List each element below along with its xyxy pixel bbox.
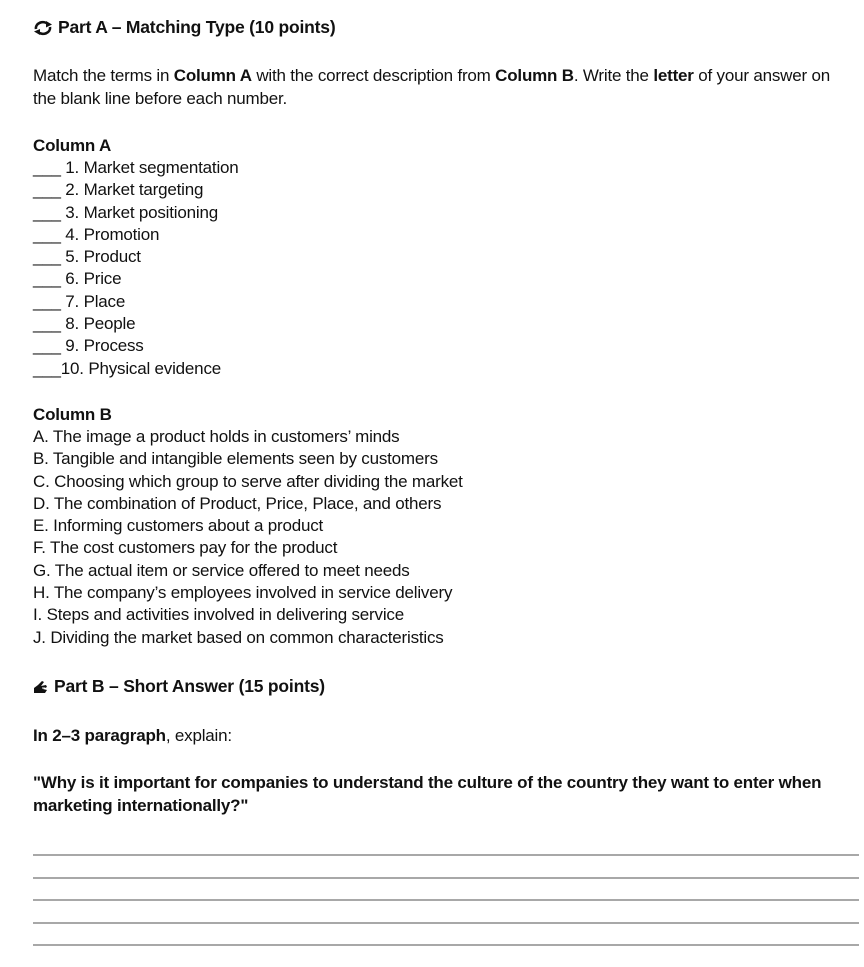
answer-blank[interactable]: ___ — [33, 247, 61, 267]
part-a-instructions — [33, 64, 833, 110]
column-a-item — [33, 157, 239, 179]
part-b-prompt-rest: , explain: — [165, 726, 232, 745]
column-a-list — [33, 157, 239, 380]
answer-blank[interactable]: ___ — [33, 202, 61, 222]
column-a-term: 10. Physical evidence — [60, 358, 221, 378]
column-b-item: B. Tangible and intangible elements seen by customers — [33, 449, 438, 469]
answer-line[interactable] — [33, 877, 859, 879]
answer-line[interactable] — [33, 854, 859, 856]
column-a-title: Column A — [33, 136, 112, 155]
instruction-text: . Write the — [573, 66, 654, 85]
column-a-term: 6. Price — [60, 269, 122, 289]
column-a-item — [33, 224, 239, 246]
column-a-item — [33, 179, 239, 201]
answer-blank[interactable]: ___ — [33, 336, 61, 356]
column-b-item: G. The actual item or service offered to meet needs — [33, 560, 410, 580]
answer-line[interactable] — [33, 922, 859, 924]
column-a-item — [33, 246, 239, 268]
column-b-item: A. The image a product holds in customers’ minds — [33, 427, 400, 446]
column-a-term: 1. Market segmentation — [60, 158, 239, 177]
part-b-prompt-bold: In 2–3 paragraph — [33, 726, 166, 745]
answer-blank[interactable]: ___ — [33, 180, 61, 200]
answer-line[interactable] — [33, 899, 859, 901]
column-a-term: 4. Promotion — [60, 224, 160, 244]
column-a-item — [33, 291, 239, 313]
cycle-arrows-icon — [33, 19, 53, 37]
instruction-emphasis: Column B — [495, 66, 574, 85]
answer-blank[interactable]: ___ — [33, 269, 61, 289]
column-b-item: I. Steps and activities involved in delivering service — [33, 605, 404, 625]
column-b-title: Column B — [33, 405, 112, 424]
part-b-question: "Why is it important for companies to understand the culture of the country they want to enter when marketing internationally?" — [33, 773, 822, 815]
column-a-item — [33, 358, 239, 380]
column-b-item: J. Dividing the market based on common characteristics — [33, 627, 444, 647]
column-b — [33, 403, 463, 649]
answer-line[interactable] — [33, 944, 859, 946]
column-b-item: D. The combination of Product, Price, Place, and others — [33, 493, 442, 513]
answer-blank[interactable]: ___ — [33, 291, 61, 311]
part-a-heading — [33, 17, 335, 38]
column-b-item: C. Choosing which group to serve after dividing the market — [33, 471, 463, 491]
column-a-item — [33, 268, 239, 290]
column-a-term: 8. People — [60, 314, 136, 334]
column-b-item: H. The company’s employees involved in service delivery — [33, 583, 453, 603]
part-b-title: Part B – Short Answer (15 points) — [54, 676, 325, 696]
answer-blank[interactable]: ___ — [33, 224, 61, 244]
column-a-term: 7. Place — [60, 291, 126, 311]
column-b-list — [33, 426, 463, 649]
column-b-item: F. The cost customers pay for the product — [33, 538, 338, 558]
column-a-term: 9. Process — [60, 336, 144, 356]
column-a — [33, 134, 239, 380]
column-a-item — [33, 202, 239, 224]
part-b-prompt — [33, 724, 232, 747]
instruction-text: Match the terms in — [33, 66, 174, 85]
answer-lines — [33, 854, 859, 967]
column-a-term: 5. Product — [60, 247, 141, 267]
answer-blank[interactable]: ___ — [33, 158, 61, 177]
column-a-term: 3. Market positioning — [60, 202, 218, 222]
instruction-text: with the correct description from — [251, 66, 496, 85]
column-b-item: E. Informing customers about a product — [33, 516, 324, 536]
instruction-text: of your answer on the blank line before each number. — [33, 66, 830, 108]
part-b-heading — [33, 676, 325, 697]
answer-blank[interactable]: ___ — [33, 314, 61, 334]
instruction-emphasis: letter — [653, 66, 694, 85]
writing-hand-icon — [33, 678, 49, 696]
instruction-emphasis: Column A — [173, 66, 252, 85]
column-a-term: 2. Market targeting — [60, 180, 204, 200]
part-a-title: Part A – Matching Type (10 points) — [58, 17, 336, 37]
column-a-item — [33, 313, 239, 335]
answer-blank[interactable]: ___ — [33, 358, 61, 378]
column-a-item — [33, 335, 239, 357]
